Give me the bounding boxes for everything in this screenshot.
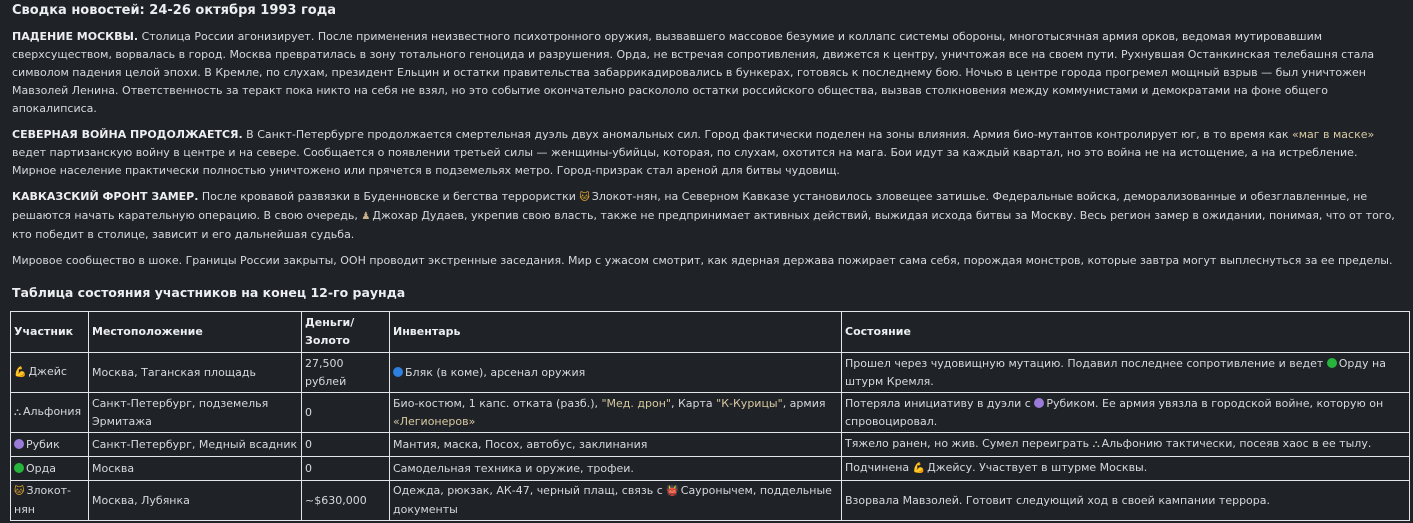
state-cell: Взорвала Мавзолей. Готовит следующий ход в своей кампании террора. [842,481,1410,521]
col-header-money: Деньги/ Золото [302,312,390,353]
news-moscow-header: ПАДЕНИЕ МОСКВЫ. [12,30,139,43]
participant-cell [11,481,89,521]
news-north-quote: «маг в маске» [1291,128,1375,141]
news-caucasus-text-a: После кровавой развязки в Буденновске и бегства террористки [198,190,580,203]
location-cell: Санкт-Петербург, Медный всадник [89,433,302,457]
participant-name: Злокот-нян [14,484,72,516]
inventory-cell: Самодельная техника и оружие, трофеи. [390,457,842,481]
news-north-text-a: В Санкт-Петербурге продолжается смертельная дуэль двух аномальных сил. Город фактически поделен на зоны влияния. Армия био-мутантов контролирует юг, в то время как [242,128,1292,141]
news-north [12,126,1401,180]
state-text-b: Рубиком. Ее армия увязла в городской войне, которую он спровоцировал. [845,396,1384,428]
table-row [11,433,1410,457]
state-text-b: Альфонию тактически, посеяв хаос в ее тылу. [1101,437,1372,450]
green-circle-icon [14,463,24,473]
col-header-location: Местоположение [89,312,302,353]
participant-name: Джейс [28,365,67,378]
news-north-text-b: ведет партизанскую войну в центре и на севере. Сообщается о появлении третьей силы — женщины-убийцы, которая, по слухам, охотится на мага. Бои идут за каждый квартал, но это война не на истощение, а на истребление. Мирное население практически полностью уничтожено или прячется в подземельях метро. Город-призрак стал ареной для битвы чудовищ. [12,146,1358,177]
news-world [12,252,1401,270]
news-caucasus [12,188,1401,244]
inventory-text-b: , Карта [670,396,717,410]
money-cell: 27,500 рублей [302,353,390,393]
col-header-state: Состояние [842,312,1410,353]
state-text-a: Тяжело ранен, но жив. Сумел переиграть [845,437,1093,450]
inventory-quote-1: "Мед. дрон" [601,396,671,410]
inventory-quote-3: «Легионеров» [393,414,476,428]
inventory-cell [390,393,842,433]
table-row [11,481,1410,521]
purple-circle-icon [14,439,24,449]
news-caucasus-text-b: , на Северном Кавказе установилось зловещее затишье. Федеральные войска, деморализованные и обезглавленные, не решаются начать карательную операцию. В свою очередь, [12,190,1368,222]
table-title: Таблица состояния участников на конец 12-го раунда [12,285,406,300]
inventory-text-b: Сауронычем, поддельные документы [393,484,832,516]
money-cell: ~$630,000 [302,481,390,521]
state-text-b: Джейсу. Участвует в штурме Москвы. [927,461,1148,474]
purple-circle-icon [1034,398,1044,408]
state-text-a: Подчинена [845,461,913,474]
table-row [11,353,1410,393]
news-world-text: Мировое сообщество в шоке. Границы России закрыты, ООН проводит экстренные заседания. Мир с ужасом смотрит, как ядерная держава пожирает сама себя, порождая монстров, которые завтра могут выплеснуться за ее пределы. [12,254,1393,267]
participant-name: Орда [26,461,56,475]
money-cell: 0 [302,393,390,433]
location-cell: Москва [89,457,302,481]
state-cell [842,353,1410,393]
state-cell [842,433,1410,457]
money-cell: 0 [302,433,390,457]
news-caucasus-name-b: Джохар Дудаев [372,209,465,222]
location-cell: Санкт-Петербург, подземелья Эрмитажа [89,393,302,433]
participant-name: Рубик [26,437,60,451]
muscle-icon: 💪 [912,463,926,474]
state-text-b: Орду на штурм Кремля. [845,356,1386,388]
participant-cell [11,433,89,457]
money-cell: 0 [302,457,390,481]
inventory-text-c: , армия [782,396,826,410]
inventory-text-a: Био-костюм, 1 капс. отката (разб.), [393,396,602,410]
table-row [11,393,1410,433]
state-text-a: Потеряла инициативу в дуэли с [845,396,1035,410]
col-header-inventory: Инвентарь [390,312,842,353]
person-icon: ♟ [361,211,371,222]
cat-icon: 🐱 [579,192,590,203]
inventory-quote-2: "К-Курицы" [716,396,783,410]
participant-cell [11,353,89,393]
participant-cell [11,457,89,481]
news-caucasus-name-a: Злокот-нян [591,190,658,203]
wizard-hat-icon: ⛬ [14,407,21,418]
state-text-a: Прошел через чудовищную мутацию. Подавил последнее сопротивление и ведет [845,356,1327,370]
inventory-text: Бляк (в коме), арсенал оружия [405,365,586,379]
location-cell: Москва, Таганская площадь [89,353,302,393]
inventory-cell: Мантия, маска, Посох, автобус, заклинания [390,433,842,457]
news-moscow-text: Столица России агонизирует. После применения неизвестного психотронного оружия, вызвавшего массовое безумие и коллапс системы обороны, многотысячная армия орков, ведомая мутировавшим сверхсуществом, ворвалась в город. Москва превратилась в зону тотального геноцида и разрушения. Орда, не встречая сопротивления, движется к центру, уничтожая все на своем пути. Рухнувшая Останкинская телебашня стала символом падения целой эпохи. В Кремле, по слухам, президент Ельцин и остатки правительства забаррикадировались в бункерах, готовясь к последнему бою. Ночью в центре города прогремел мощный взрыв — был уничтожен Мавзолей Ленина. Ответственность за теракт пока никто на себя не взял, но это событие окончательно раскололо остатки российского общества, вызвав столкновения между коммунистами и демократами на фоне общего апокалипсиса. [12,30,1375,115]
inventory-cell [390,481,842,521]
wizard-hat-icon: ⛬ [1092,439,1100,450]
muscle-icon: 💪 [14,367,27,378]
blue-circle-icon [393,367,403,377]
news-north-header: СЕВЕРНАЯ ВОЙНА ПРОДОЛЖАЕТСЯ. [12,128,243,141]
state-cell [842,457,1410,481]
news-moscow [12,28,1401,118]
inventory-cell [390,353,842,393]
page-title: Сводка новостей: 24-26 октября 1993 года [12,3,336,18]
news-caucasus-text-c: , укрепив свою власть, также не предпринимает активных действий, выжидая исхода битвы за Москву. Весь регион замер в ожидании, понимая, что от того, кто победит в столице, зависит и его дальнейшая судьба. [12,209,1395,241]
col-header-participant: Участник [11,312,89,353]
participant-cell [11,393,89,433]
participants-table [10,311,1410,521]
news-caucasus-header: КАВКАЗСКИЙ ФРОНТ ЗАМЕР. [12,190,199,203]
green-circle-icon [1327,358,1337,368]
state-cell [842,393,1410,433]
location-cell: Москва, Лубянка [89,481,302,521]
inventory-text-a: Одежда, рюкзак, АК-47, черный плащ, связь с [393,484,667,497]
table-row [11,457,1410,481]
table-header-row [11,312,1410,353]
devil-icon: 👹 [666,486,679,497]
participant-name: Альфония [23,405,82,418]
cat-icon: 🐱 [14,486,25,497]
